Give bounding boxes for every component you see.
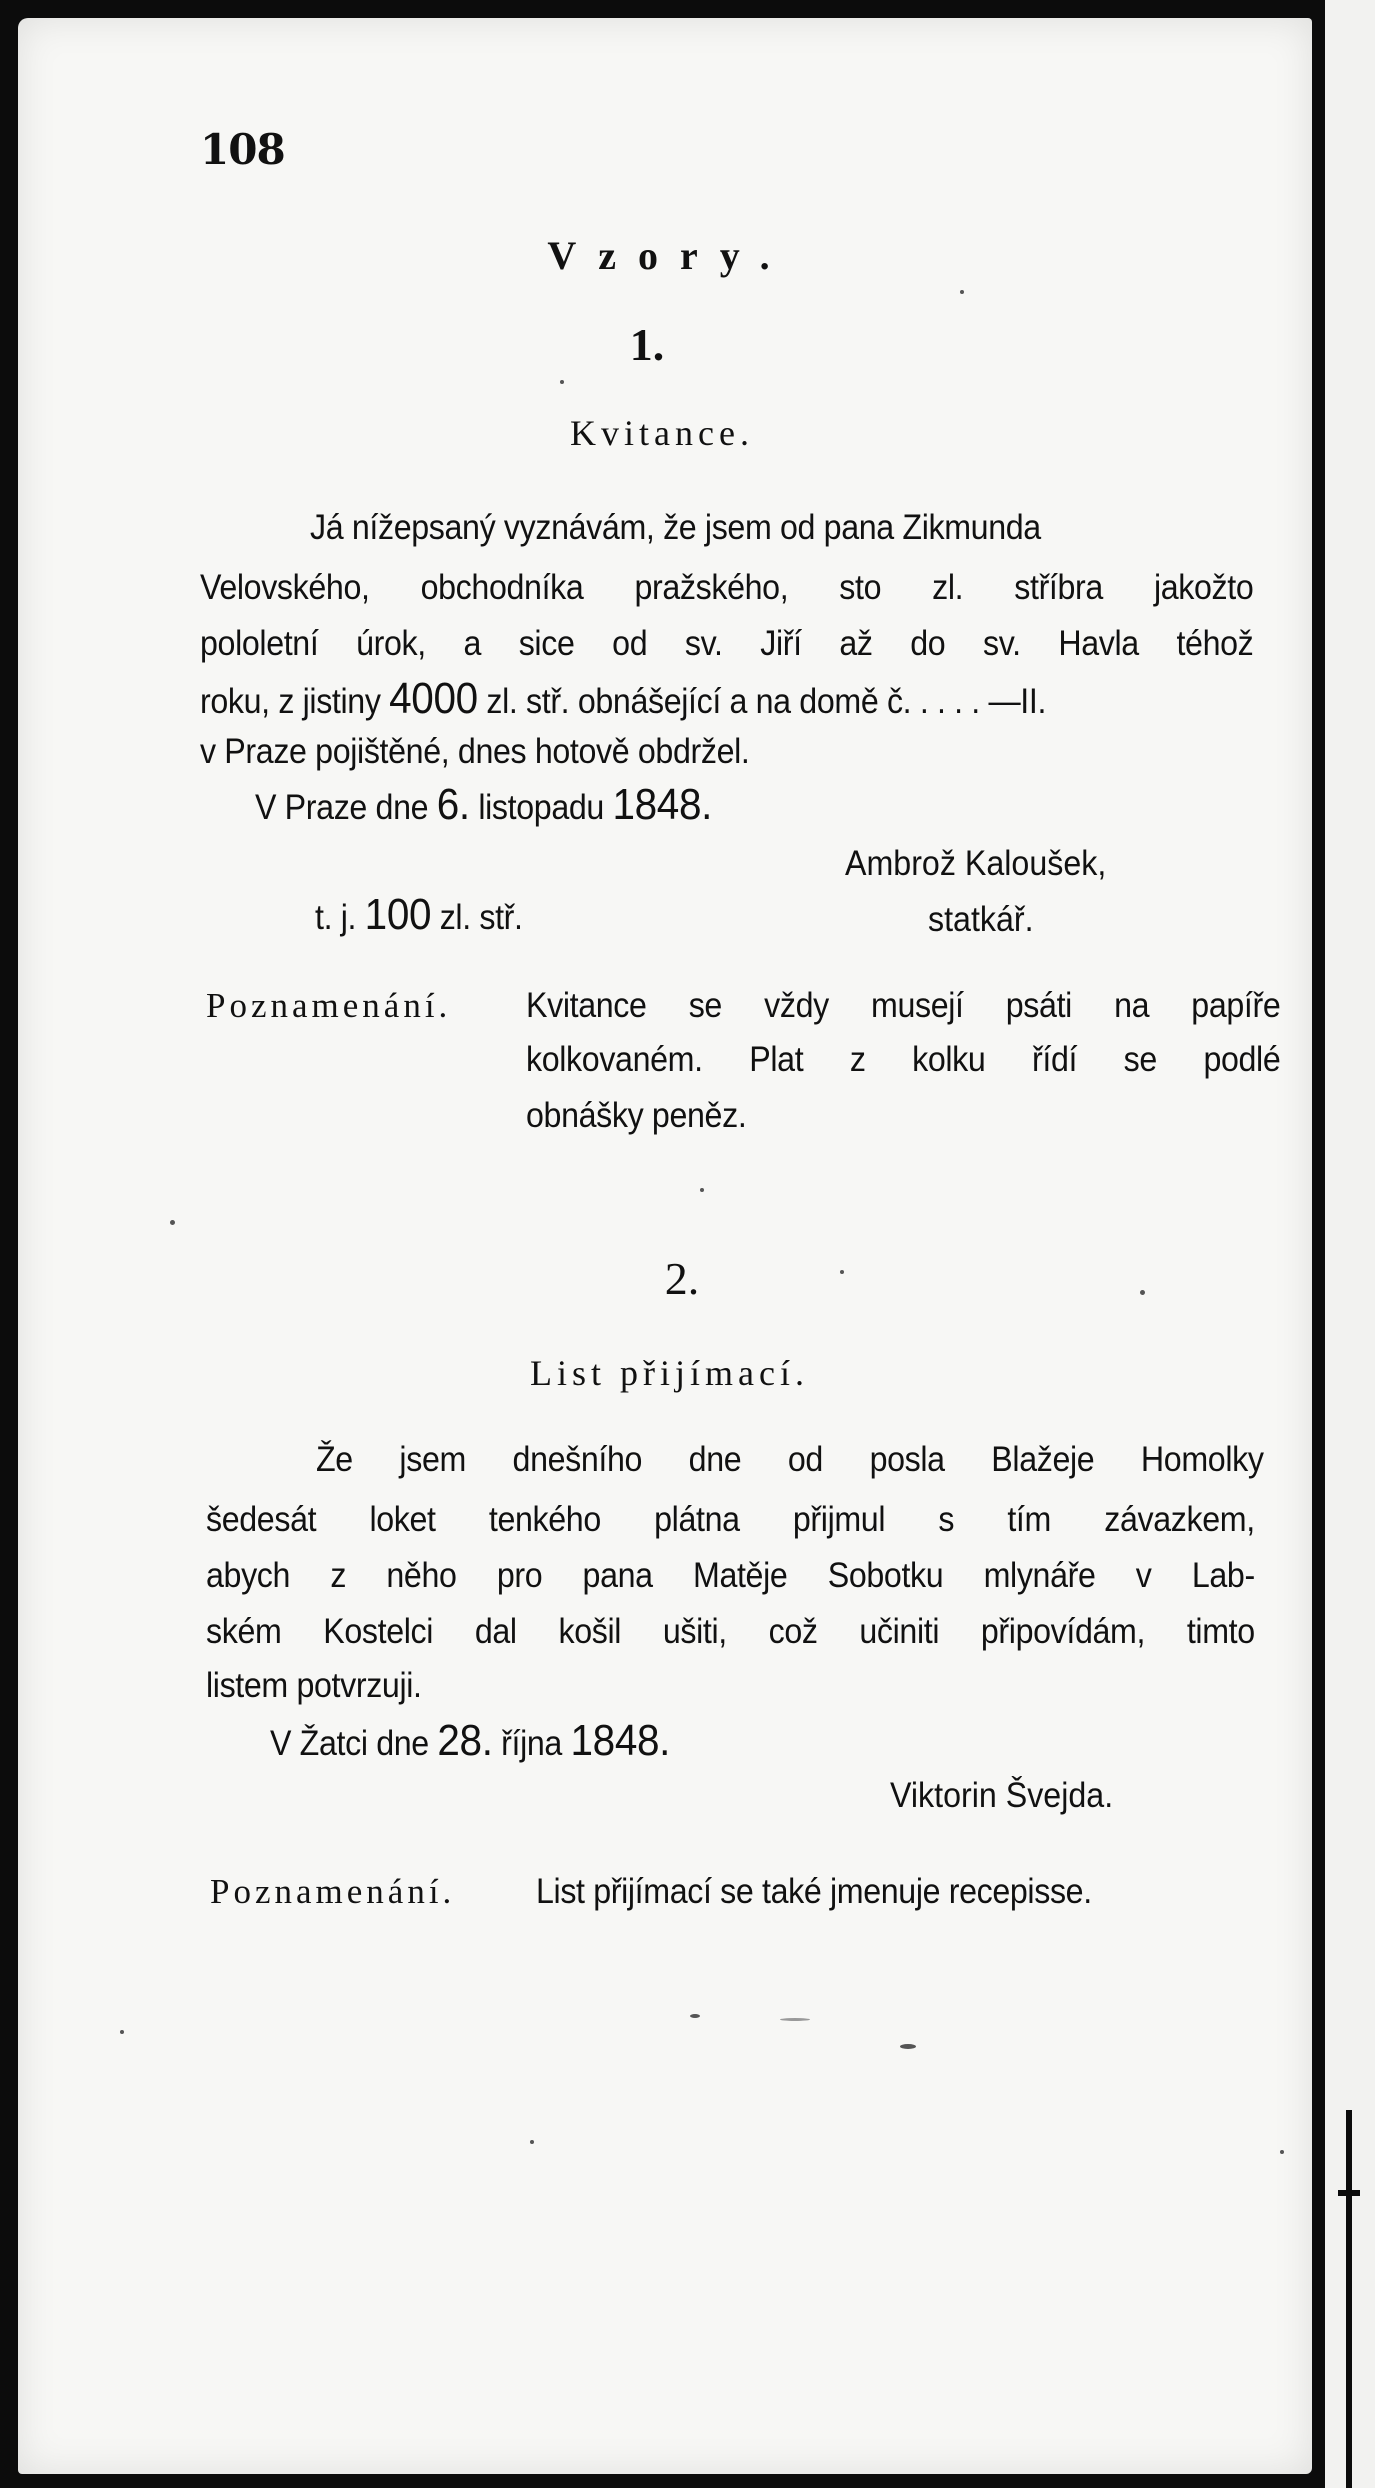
section-1-line-4-end: zl. stř. obnášející a na domě č. . . . . —II.: [477, 682, 1047, 721]
binding-mark: [1338, 2190, 1360, 2196]
section-2-date-line: [270, 1716, 1190, 1766]
page-number: 108: [200, 125, 285, 174]
section-1-note-line-2: kolkovaném. Plat z kolku řídí se podlé: [526, 1040, 1281, 1079]
ink-speck: [780, 2018, 810, 2021]
section-1-note-line-1: Kvitance se vždy musejí psáti na papíře: [526, 986, 1281, 1025]
ink-speck: [690, 2014, 700, 2018]
section-1-note-line-3: obnášky peněz.: [526, 1096, 747, 1135]
section-1-month: listopadu: [469, 788, 613, 827]
ink-speck: [560, 380, 564, 384]
section-1-place: V Praze dne: [255, 788, 437, 827]
section-2-line-1: Že jsem dnešního dne od posla Blažeje Homolky: [316, 1440, 1264, 1479]
section-2-number: 2.: [664, 1253, 700, 1304]
ink-speck: [840, 1270, 844, 1274]
section-2-heading: List přijímací.: [530, 1353, 809, 1393]
section-1-year: 1848.: [612, 780, 712, 829]
section-2-note-text: List přijímací se také jmenuje recepisse.: [536, 1872, 1092, 1911]
section-1-line-4-start: roku, z jistiny: [200, 682, 390, 721]
paper-sheet: [18, 18, 1312, 2474]
section-1-amount-value: 100: [364, 890, 432, 939]
section-1-line-2: Velovského, obchodníka pražského, sto zl. stříbra jakožto: [200, 568, 1254, 607]
ink-speck: [1280, 2150, 1284, 2154]
ink-speck: [900, 2044, 916, 2049]
section-1-line-4: [200, 674, 1120, 724]
section-2-note-label: Poznamenání.: [210, 1872, 456, 1911]
section-1-date-line: [255, 780, 1175, 830]
section-1-day: 6.: [436, 780, 470, 829]
ink-speck: [960, 290, 964, 294]
section-1-signer-title: statkář.: [928, 900, 1034, 939]
section-2-signer-name: Viktorin Švejda.: [890, 1776, 1114, 1815]
binding-line: [1346, 2110, 1352, 2488]
page-title: Vzory.: [547, 233, 792, 278]
section-2-line-5: listem potvrzuji.: [206, 1666, 422, 1705]
section-1-amount-prefix: t. j.: [315, 898, 365, 937]
ink-speck: [170, 1220, 175, 1225]
section-2-line-3: abych z něho pro pana Matěje Sobotku mlynáře v Lab-: [206, 1556, 1255, 1595]
ink-speck: [700, 1188, 704, 1192]
section-1-number: 1.: [629, 319, 665, 370]
section-1-line-3: pololetní úrok, a sice od sv. Jiří až do sv. Havla téhož: [200, 624, 1254, 663]
section-2-place: V Žatci dne: [270, 1724, 438, 1763]
section-2-year: 1848.: [570, 1716, 670, 1765]
ink-speck: [1140, 1290, 1145, 1295]
section-1-note-label: Poznamenání.: [206, 986, 452, 1025]
section-1-amount-suffix: zl. stř.: [431, 898, 523, 937]
section-2-day: 28.: [437, 1716, 493, 1765]
section-2-month: října: [492, 1724, 571, 1763]
section-1-line-1: Já nížepsaný vyznávám, že jsem od pana Zikmunda: [310, 508, 1041, 547]
section-1-heading: Kvitance.: [570, 413, 754, 453]
section-1-amount-line: [315, 890, 1235, 940]
section-1-principal-amount: 4000: [389, 674, 478, 723]
section-2-line-2: šedesát loket tenkého plátna přijmul s tím závazkem,: [206, 1500, 1255, 1539]
ink-speck: [120, 2030, 124, 2034]
section-1-line-5: v Praze pojištěné, dnes hotově obdržel.: [200, 732, 750, 771]
section-2-line-4: ském Kostelci dal košil ušiti, což učiniti připovídám, timto: [206, 1612, 1255, 1651]
section-1-signer-name: Ambrož Kaloušek,: [845, 844, 1107, 883]
ink-speck: [530, 2140, 534, 2144]
